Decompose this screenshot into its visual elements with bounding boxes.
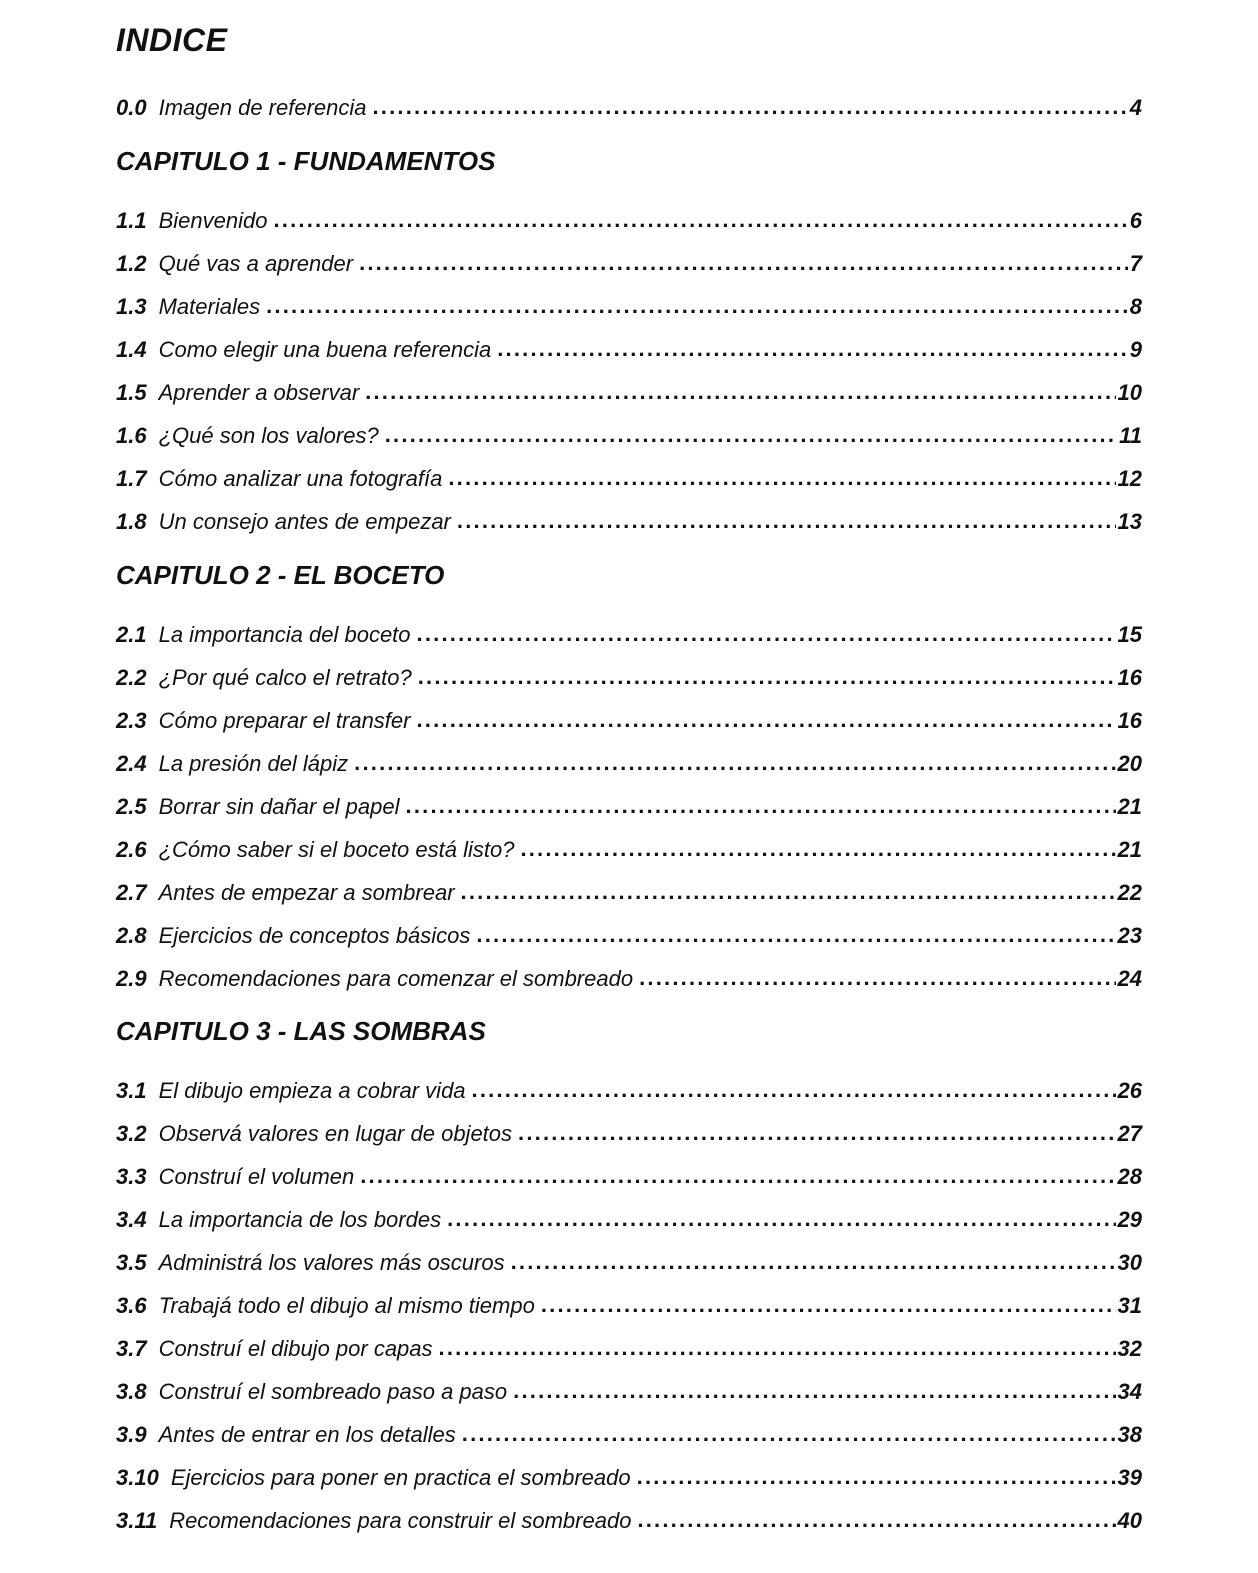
toc-entry[interactable] — [116, 335, 1142, 365]
toc-dot-leader — [266, 291, 1128, 321]
toc-dot-leader — [639, 963, 1115, 993]
toc-entry[interactable] — [116, 835, 1142, 865]
toc-entry-number: 1.6 — [116, 423, 147, 448]
toc-entry-page: 20 — [1117, 751, 1142, 776]
toc-entry-page: 22 — [1117, 880, 1142, 905]
toc-entry[interactable] — [116, 1291, 1142, 1321]
toc-entry-number: 1.2 — [116, 251, 147, 276]
toc-entry-label: Antes de entrar en los detalles — [158, 1422, 456, 1447]
toc-entry-label: Imagen de referencia — [158, 95, 367, 120]
toc-entry-page: 28 — [1117, 1164, 1142, 1189]
toc-entry-page: 23 — [1117, 923, 1142, 948]
toc-entry-label: Un consejo antes de empezar — [158, 509, 451, 534]
toc-entry-label: Materiales — [158, 294, 261, 319]
toc-entry-label: ¿Qué son los valores? — [158, 423, 379, 448]
toc-dot-leader — [541, 1290, 1116, 1320]
toc-dot-leader — [476, 920, 1115, 950]
toc-entry-page: 21 — [1117, 837, 1142, 862]
toc-entry-page: 24 — [1117, 966, 1142, 991]
toc-entry-page: 4 — [1129, 95, 1142, 120]
toc-dot-leader — [457, 506, 1116, 536]
toc-dot-leader — [520, 834, 1115, 864]
toc-entry-page: 27 — [1117, 1121, 1142, 1146]
toc-entry-number: 1.8 — [116, 509, 147, 534]
toc-entry-number: 2.7 — [116, 880, 147, 905]
toc-dot-leader — [418, 662, 1116, 692]
toc-entry-label: Como elegir una buena referencia — [158, 337, 492, 362]
toc-entry-number: 1.4 — [116, 337, 147, 362]
toc-entry-page: 34 — [1117, 1379, 1142, 1404]
toc-entry[interactable] — [116, 1377, 1142, 1407]
toc-entry-number: 3.4 — [116, 1207, 147, 1232]
toc-dot-leader — [637, 1462, 1116, 1492]
toc-entry-page: 7 — [1129, 251, 1142, 276]
toc-dot-leader — [273, 205, 1127, 235]
toc-entry[interactable] — [116, 249, 1142, 279]
toc-dot-leader — [406, 791, 1116, 821]
toc-entry-page: 6 — [1129, 208, 1142, 233]
toc-entry[interactable] — [116, 706, 1142, 736]
toc-entry[interactable] — [116, 1119, 1142, 1149]
toc-dot-leader — [448, 463, 1115, 493]
toc-entry[interactable] — [116, 1420, 1142, 1450]
toc-entry-number: 2.8 — [116, 923, 147, 948]
toc-entry-page: 38 — [1117, 1422, 1142, 1447]
toc-dot-leader — [385, 420, 1117, 450]
toc-dot-leader — [462, 1419, 1116, 1449]
toc-dot-leader — [637, 1505, 1115, 1535]
toc-entry[interactable] — [116, 749, 1142, 779]
toc-entry-label: Qué vas a aprender — [158, 251, 354, 276]
toc-entry-page: 31 — [1117, 1293, 1142, 1318]
toc-entry-number: 2.4 — [116, 751, 147, 776]
toc-entry-label: La importancia del boceto — [158, 622, 411, 647]
toc-entry-label: Bienvenido — [158, 208, 268, 233]
toc-entry-label: Construí el sombreado paso a paso — [158, 1379, 508, 1404]
toc-entry-label: Trabajá todo el dibujo al mismo tiempo — [158, 1293, 535, 1318]
toc-entry-page: 29 — [1117, 1207, 1142, 1232]
toc-entry[interactable] — [116, 93, 1142, 123]
chapter-heading: CAPITULO 1 - FUNDAMENTOS — [116, 146, 496, 176]
toc-entry[interactable] — [116, 507, 1142, 537]
toc-dot-leader — [518, 1118, 1115, 1148]
toc-entry-number: 3.11 — [116, 1508, 158, 1533]
toc-entry-label: Ejercicios para poner en practica el sombreado — [170, 1465, 631, 1490]
toc-entry-label: La importancia de los bordes — [158, 1207, 442, 1232]
toc-entry-number: 1.3 — [116, 294, 147, 319]
toc-entry[interactable] — [116, 792, 1142, 822]
toc-entry-number: 3.7 — [116, 1336, 147, 1361]
toc-entry[interactable] — [116, 292, 1142, 322]
toc-dot-leader — [511, 1247, 1116, 1277]
toc-entry-page: 9 — [1129, 337, 1142, 362]
page-title: INDICE — [116, 22, 228, 58]
toc-entry-label: El dibujo empieza a cobrar vida — [158, 1078, 466, 1103]
toc-entry-number: 2.5 — [116, 794, 147, 819]
toc-entry[interactable] — [116, 1248, 1142, 1278]
toc-dot-leader — [360, 1161, 1115, 1191]
toc-dot-leader — [354, 748, 1115, 778]
toc-entry-number: 3.9 — [116, 1422, 147, 1447]
toc-entry[interactable] — [116, 921, 1142, 951]
toc-dot-leader — [365, 377, 1115, 407]
toc-entry[interactable] — [116, 1076, 1142, 1106]
toc-entry-number: 1.1 — [116, 208, 147, 233]
toc-entry-label: Antes de empezar a sombrear — [158, 880, 455, 905]
toc-entry[interactable] — [116, 378, 1142, 408]
toc-entry-number: 2.9 — [116, 966, 147, 991]
toc-entry-label: Aprender a observar — [158, 380, 360, 405]
toc-entry-page: 8 — [1129, 294, 1142, 319]
toc-entry-page: 40 — [1117, 1508, 1142, 1533]
toc-entry-label: Observá valores en lugar de objetos — [158, 1121, 513, 1146]
toc-entry-number: 3.6 — [116, 1293, 147, 1318]
toc-entry[interactable] — [116, 878, 1142, 908]
toc-entry-page: 13 — [1117, 509, 1142, 534]
toc-entry-number: 1.7 — [116, 466, 147, 491]
toc-entry-number: 3.8 — [116, 1379, 147, 1404]
toc-entry-page: 15 — [1117, 622, 1142, 647]
toc-entry[interactable] — [116, 1506, 1142, 1536]
toc-dot-leader — [373, 92, 1128, 122]
toc-entry-label: Administrá los valores más oscuros — [158, 1250, 505, 1275]
toc-dot-leader — [416, 705, 1115, 735]
toc-dot-leader — [439, 1333, 1116, 1363]
toc-entry-label: Construí el dibujo por capas — [158, 1336, 433, 1361]
toc-dot-leader — [447, 1204, 1115, 1234]
toc-entry-number: 3.2 — [116, 1121, 147, 1146]
chapter-heading: CAPITULO 2 - EL BOCETO — [116, 560, 445, 590]
toc-dot-leader — [513, 1376, 1115, 1406]
toc-entry-label: Ejercicios de conceptos básicos — [158, 923, 471, 948]
toc-entry-number: 2.3 — [116, 708, 147, 733]
toc-entry-number: 3.3 — [116, 1164, 147, 1189]
toc-entry-label: Recomendaciones para comenzar el sombreado — [158, 966, 634, 991]
toc-entry-page: 30 — [1117, 1250, 1142, 1275]
toc-dot-leader — [359, 248, 1128, 278]
toc-entry-label: ¿Por qué calco el retrato? — [158, 665, 412, 690]
toc-dot-leader — [472, 1075, 1116, 1105]
toc-entry-label: Recomendaciones para construir el sombreado — [169, 1508, 632, 1533]
toc-entry-page: 21 — [1117, 794, 1142, 819]
toc-entry[interactable] — [116, 421, 1142, 451]
toc-entry-label: Borrar sin dañar el papel — [158, 794, 400, 819]
toc-entry-number: 0.0 — [116, 95, 147, 120]
toc-entry[interactable] — [116, 206, 1142, 236]
toc-entry-label: ¿Cómo saber si el boceto está listo? — [158, 837, 515, 862]
toc-entry[interactable] — [116, 1334, 1142, 1364]
chapter-heading: CAPITULO 3 - LAS SOMBRAS — [116, 1016, 486, 1046]
toc-entry-page: 12 — [1117, 466, 1142, 491]
toc-dot-leader — [497, 334, 1128, 364]
toc-entry-page: 10 — [1117, 380, 1142, 405]
toc-entry-page: 16 — [1117, 708, 1142, 733]
toc-entry-label: Cómo preparar el transfer — [158, 708, 411, 733]
toc-entry-page: 11 — [1119, 423, 1142, 448]
toc-entry-number: 2.6 — [116, 837, 147, 862]
toc-entry-page: 16 — [1117, 665, 1142, 690]
toc-entry-number: 1.5 — [116, 380, 147, 405]
toc-dot-leader — [417, 619, 1116, 649]
toc-entry[interactable] — [116, 1162, 1142, 1192]
toc-entry-label: La presión del lápiz — [158, 751, 349, 776]
toc-entry-label: Construí el volumen — [158, 1164, 355, 1189]
toc-entry-number: 3.1 — [116, 1078, 147, 1103]
toc-entry[interactable] — [116, 1205, 1142, 1235]
toc-entry[interactable] — [116, 464, 1142, 494]
toc-entry-page: 32 — [1117, 1336, 1142, 1361]
toc-entry-number: 3.10 — [116, 1465, 159, 1490]
toc-entry[interactable] — [116, 663, 1142, 693]
toc-entry[interactable] — [116, 620, 1142, 650]
toc-entry[interactable] — [116, 964, 1142, 994]
toc-entry-label: Cómo analizar una fotografía — [158, 466, 443, 491]
toc-entry-number: 2.2 — [116, 665, 147, 690]
toc-entry-page: 26 — [1117, 1078, 1142, 1103]
toc-dot-leader — [461, 877, 1116, 907]
toc-entry-number: 3.5 — [116, 1250, 147, 1275]
toc-entry[interactable] — [116, 1463, 1142, 1493]
toc-entry-page: 39 — [1117, 1465, 1142, 1490]
toc-entry-number: 2.1 — [116, 622, 147, 647]
